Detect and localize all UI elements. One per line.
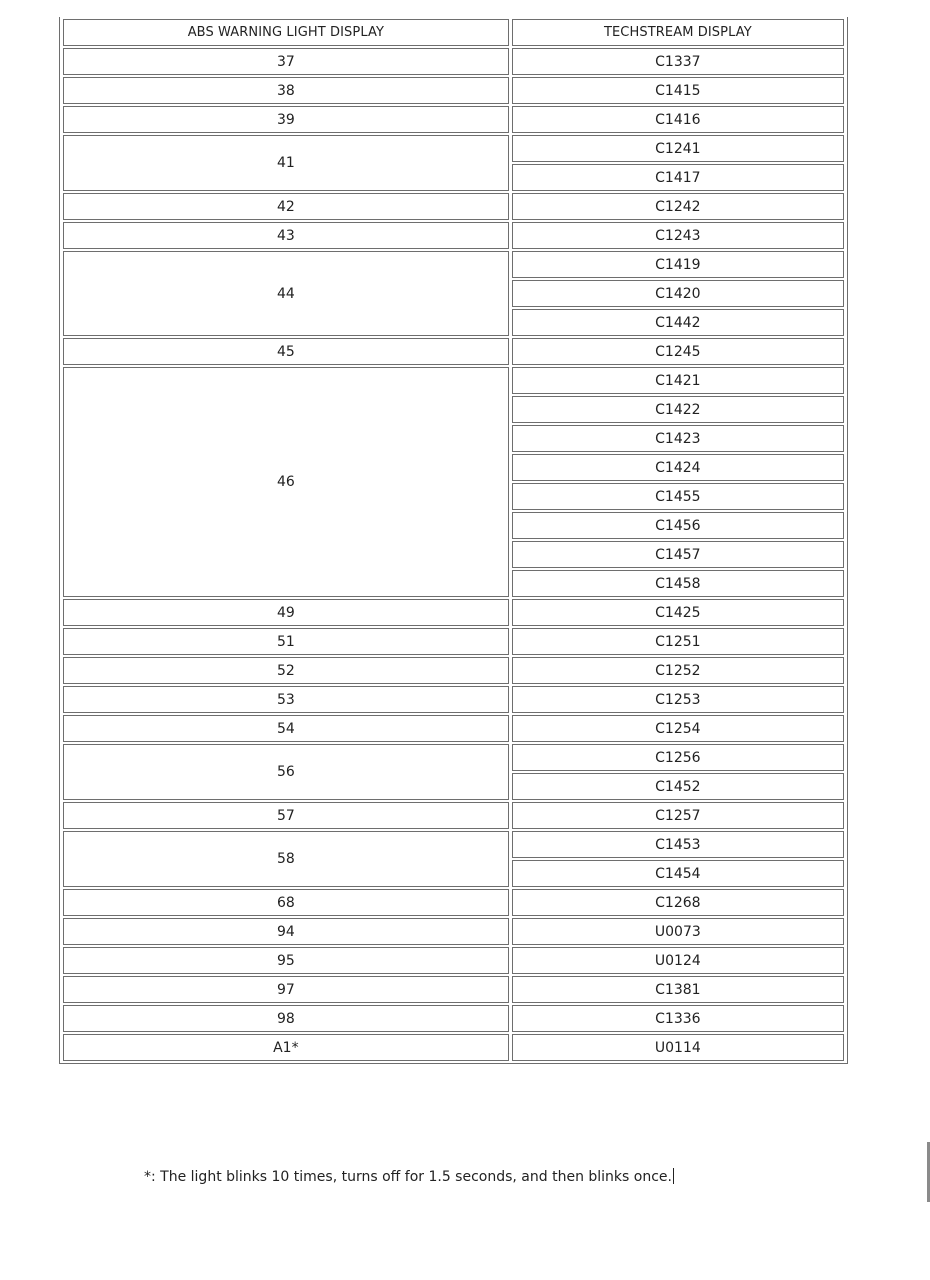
techstream-code-cell: C1252: [512, 657, 844, 684]
techstream-code-cell: C1456: [512, 512, 844, 539]
table-body: [63, 48, 844, 1061]
techstream-code-cell: C1454: [512, 860, 844, 887]
techstream-code-cell: C1422: [512, 396, 844, 423]
techstream-code-cell: C1381: [512, 976, 844, 1003]
table-row: [63, 222, 844, 249]
abs-warning-light-cell: A1*: [63, 1034, 509, 1061]
techstream-code-cell: C1453: [512, 831, 844, 858]
table-row: [63, 947, 844, 974]
table-row: [63, 744, 844, 771]
techstream-code-cell: C1253: [512, 686, 844, 713]
techstream-code-cell: C1256: [512, 744, 844, 771]
table-row: [63, 367, 844, 394]
table-row: [63, 889, 844, 916]
abs-warning-light-cell: 46: [63, 367, 509, 597]
table-row: [63, 338, 844, 365]
techstream-code-cell: C1336: [512, 1005, 844, 1032]
table-row: [63, 77, 844, 104]
table-header-row: [63, 19, 844, 46]
techstream-code-cell: C1245: [512, 338, 844, 365]
techstream-code-cell: C1251: [512, 628, 844, 655]
abs-warning-light-cell: 37: [63, 48, 509, 75]
abs-warning-light-cell: 54: [63, 715, 509, 742]
table-row: [63, 1034, 844, 1061]
footnote: [144, 1168, 674, 1185]
text-cursor: [673, 1168, 674, 1184]
techstream-code-cell: U0114: [512, 1034, 844, 1061]
abs-warning-light-cell: 39: [63, 106, 509, 133]
table-row: [63, 686, 844, 713]
abs-warning-light-cell: 51: [63, 628, 509, 655]
techstream-code-cell: C1421: [512, 367, 844, 394]
techstream-code-cell: C1243: [512, 222, 844, 249]
footnote-text: *: The light blinks 10 times, turns off for 1.5 seconds, and then blinks once.: [144, 1169, 672, 1185]
abs-warning-light-cell: 56: [63, 744, 509, 800]
table-row: [63, 802, 844, 829]
table-row: [63, 628, 844, 655]
table-row: [63, 599, 844, 626]
techstream-code-cell: C1455: [512, 483, 844, 510]
table-row: [63, 657, 844, 684]
techstream-code-cell: C1425: [512, 599, 844, 626]
table-row: [63, 135, 844, 162]
techstream-code-cell: C1458: [512, 570, 844, 597]
abs-warning-light-cell: 58: [63, 831, 509, 887]
abs-warning-light-cell: 44: [63, 251, 509, 336]
abs-warning-light-cell: 95: [63, 947, 509, 974]
techstream-code-cell: C1337: [512, 48, 844, 75]
techstream-code-cell: C1268: [512, 889, 844, 916]
abs-warning-light-cell: 49: [63, 599, 509, 626]
table-row: [63, 831, 844, 858]
header-abs-warning-light-display: ABS WARNING LIGHT DISPLAY: [63, 19, 509, 46]
techstream-code-cell: C1242: [512, 193, 844, 220]
techstream-code-cell: C1416: [512, 106, 844, 133]
abs-warning-light-cell: 94: [63, 918, 509, 945]
abs-warning-light-cell: 68: [63, 889, 509, 916]
techstream-code-cell: C1254: [512, 715, 844, 742]
abs-warning-light-cell: 97: [63, 976, 509, 1003]
table-row: [63, 193, 844, 220]
table-row: [63, 715, 844, 742]
techstream-code-cell: C1419: [512, 251, 844, 278]
techstream-code-cell: C1457: [512, 541, 844, 568]
techstream-code-cell: C1423: [512, 425, 844, 452]
abs-warning-light-cell: 45: [63, 338, 509, 365]
techstream-code-cell: C1442: [512, 309, 844, 336]
dtc-table: [59, 17, 848, 1064]
abs-warning-light-cell: 38: [63, 77, 509, 104]
techstream-code-cell: U0073: [512, 918, 844, 945]
abs-warning-light-cell: 53: [63, 686, 509, 713]
abs-warning-light-cell: 52: [63, 657, 509, 684]
table-row: [63, 48, 844, 75]
table-row: [63, 106, 844, 133]
header-techstream-display: TECHSTREAM DISPLAY: [512, 19, 844, 46]
techstream-code-cell: U0124: [512, 947, 844, 974]
table-row: [63, 976, 844, 1003]
techstream-code-cell: C1424: [512, 454, 844, 481]
techstream-code-cell: C1415: [512, 77, 844, 104]
abs-warning-light-cell: 57: [63, 802, 509, 829]
abs-warning-light-cell: 43: [63, 222, 509, 249]
abs-warning-light-cell: 41: [63, 135, 509, 191]
techstream-code-cell: C1417: [512, 164, 844, 191]
techstream-code-cell: C1257: [512, 802, 844, 829]
abs-warning-light-cell: 98: [63, 1005, 509, 1032]
techstream-code-cell: C1420: [512, 280, 844, 307]
table-row: [63, 1005, 844, 1032]
table-row: [63, 918, 844, 945]
techstream-code-cell: C1452: [512, 773, 844, 800]
abs-warning-light-cell: 42: [63, 193, 509, 220]
table-row: [63, 251, 844, 278]
techstream-code-cell: C1241: [512, 135, 844, 162]
